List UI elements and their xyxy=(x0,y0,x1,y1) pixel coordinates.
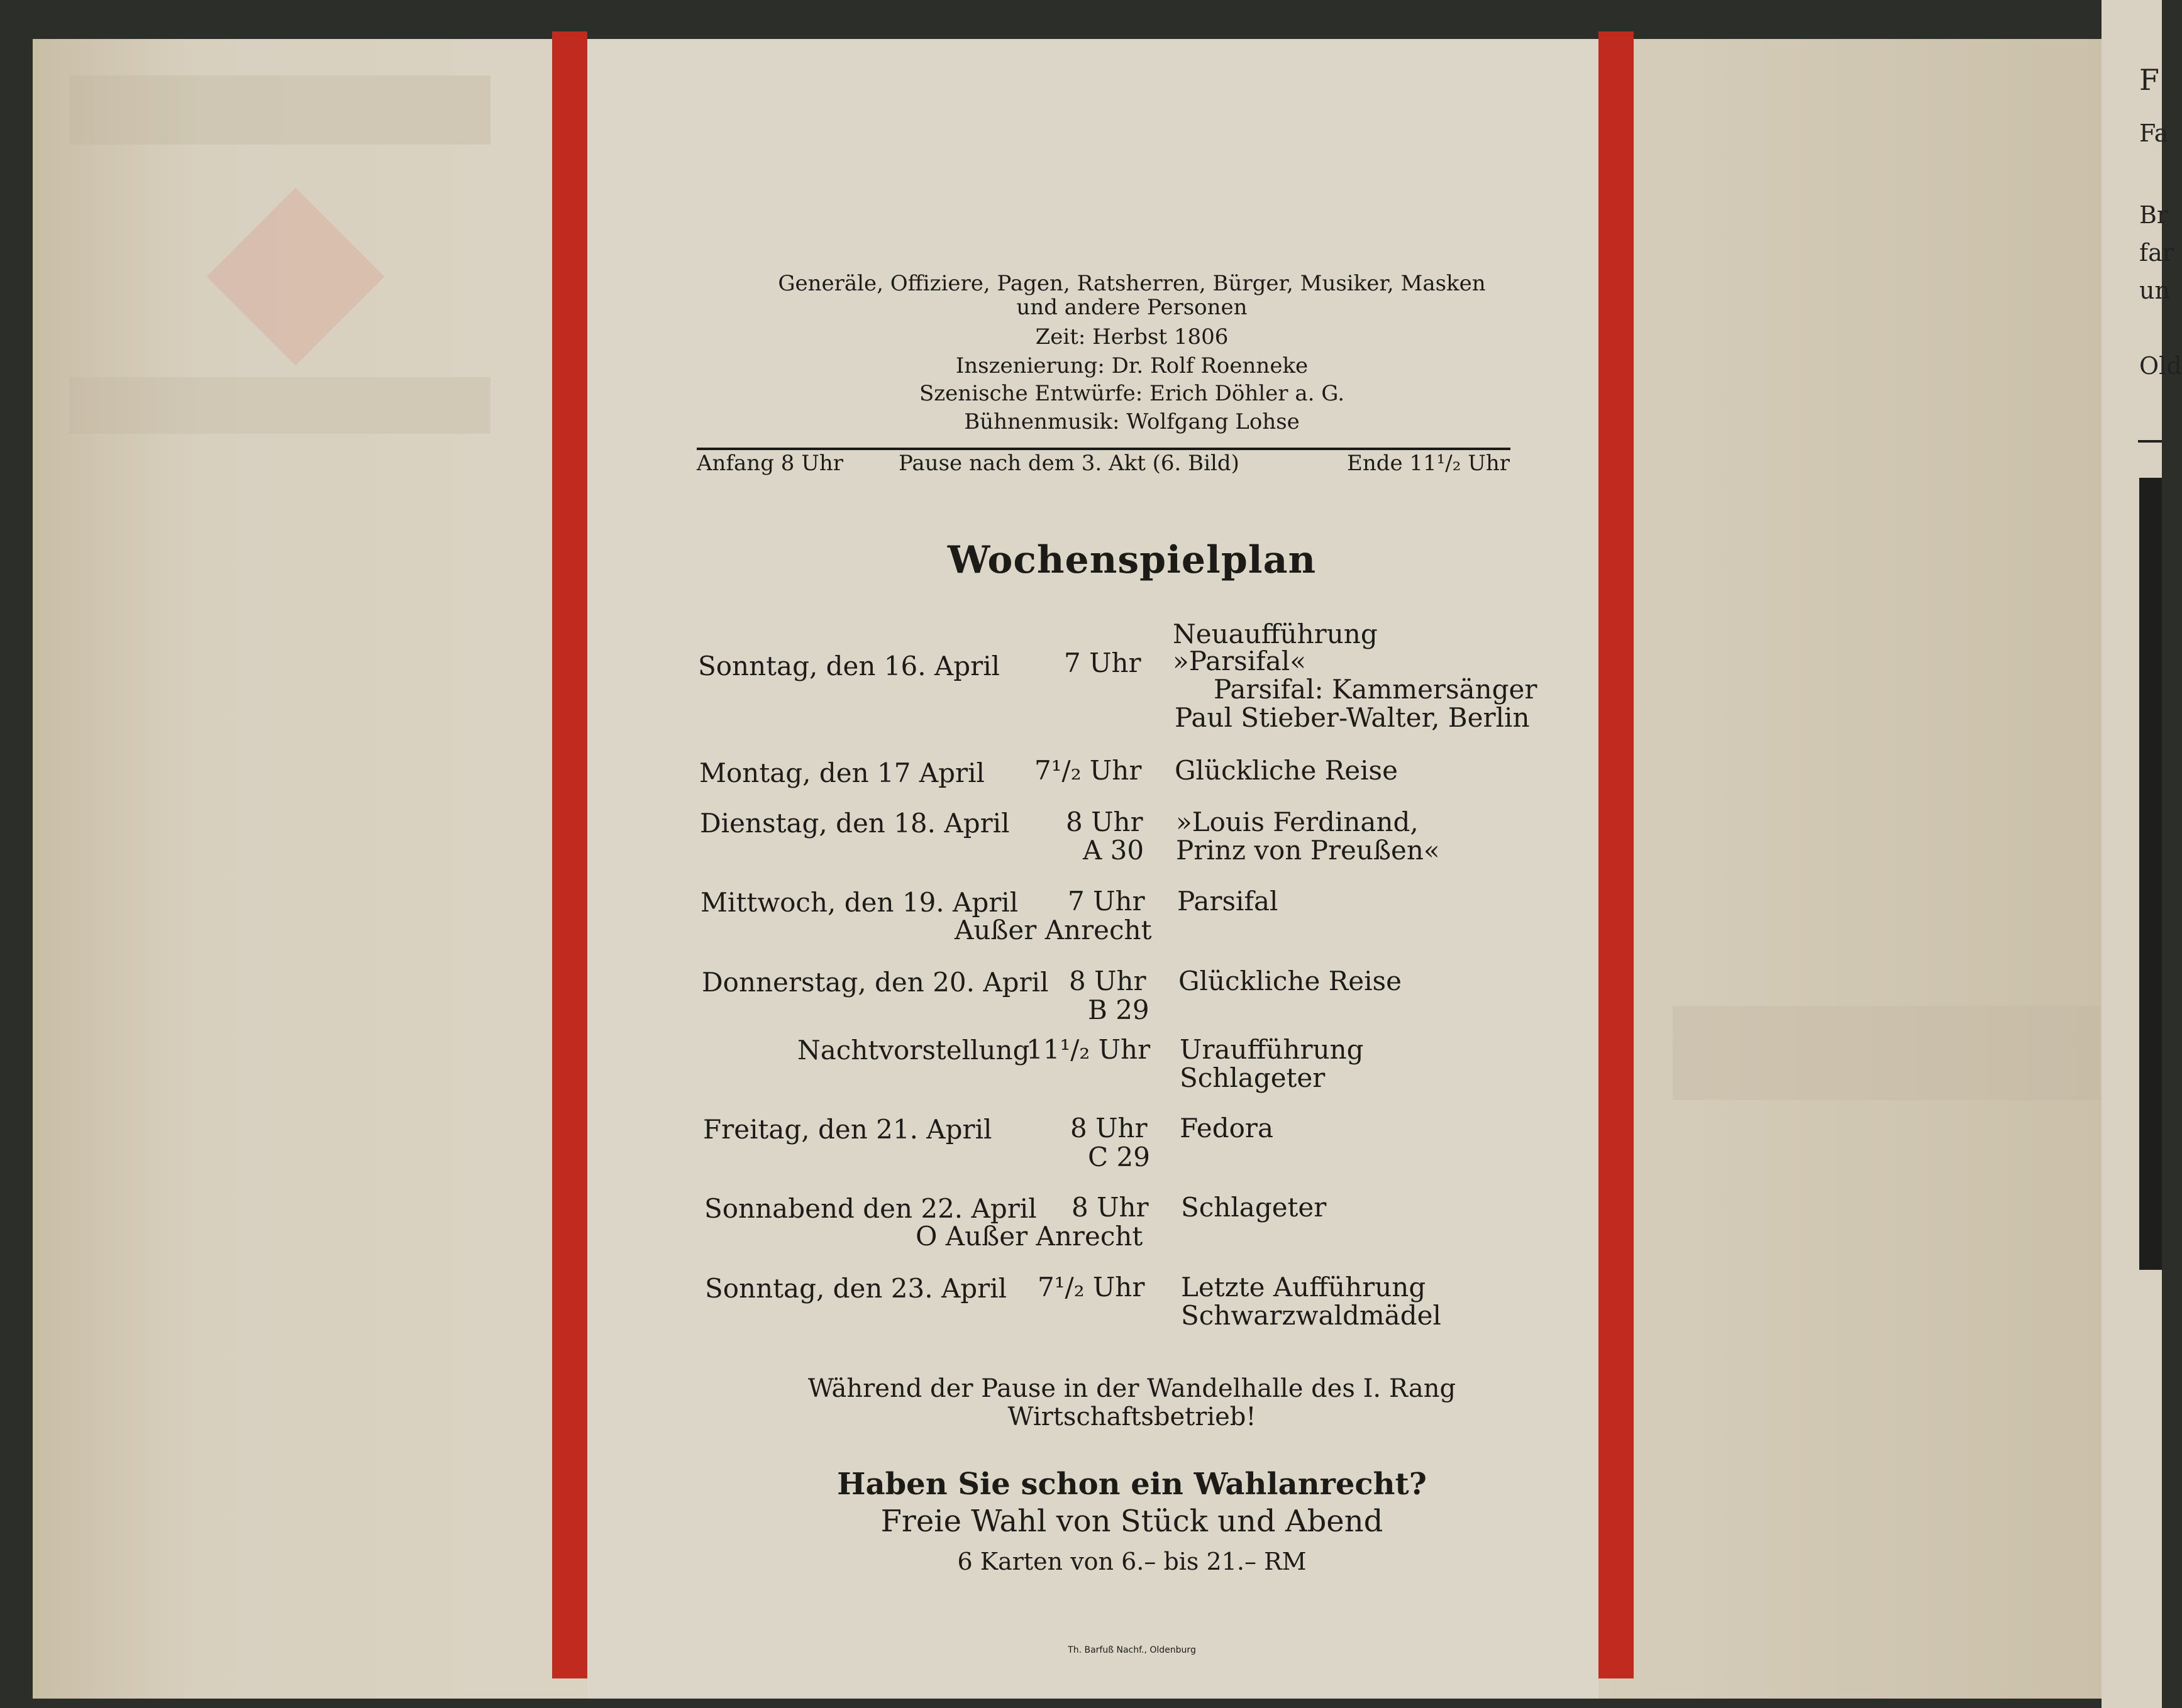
schedule-row-play: Parsifal xyxy=(1177,886,1278,917)
pause-notice-line-1: Während der Pause in der Wandelhalle des I. Rang xyxy=(807,1374,1456,1403)
schedule-row-time: 7 Uhr xyxy=(1064,647,1141,678)
schedule-row-day: Dienstag, den 18. April xyxy=(700,808,1010,839)
pause-notice-line-2: Wirtschaftsbetrieb! xyxy=(1007,1402,1256,1431)
schedule-row-play: Uraufführung xyxy=(1180,1034,1364,1065)
end-time: Ende 11¹/₂ Uhr xyxy=(1347,451,1510,476)
red-band-right xyxy=(1598,31,1634,1678)
schedule-row-play: Fedora xyxy=(1180,1113,1273,1143)
start-time: Anfang 8 Uhr xyxy=(697,451,844,476)
schedule-row-play: Schlageter xyxy=(1181,1192,1327,1223)
schedule-row-time: 7 Uhr xyxy=(1068,886,1145,917)
next-page-dark-block xyxy=(2139,478,2162,1270)
edge-text-3: Br xyxy=(2139,201,2169,229)
printer-imprint: Th. Barfuß Nachf., Oldenburg xyxy=(1068,1645,1196,1655)
time-setting: Zeit: Herbst 1806 xyxy=(1035,324,1229,350)
schedule-row-day: Sonntag, den 16. April xyxy=(698,651,1000,681)
design-credit: Szenische Entwürfe: Erich Döhler a. G. xyxy=(919,381,1345,406)
schedule-row-play: Schwarzwaldmädel xyxy=(1181,1300,1441,1331)
pause-info: Pause nach dem 3. Akt (6. Bild) xyxy=(899,451,1239,476)
next-page-rule xyxy=(2138,440,2162,443)
edge-text-1: F xyxy=(2139,63,2159,97)
edge-text-2: Fa xyxy=(2139,119,2169,147)
schedule-row-extra: Außer Anrecht xyxy=(955,915,1152,945)
schedule-row-play: »Louis Ferdinand, xyxy=(1176,807,1419,837)
schedule-row-time: 7¹/₂ Uhr xyxy=(1034,755,1142,786)
schedule-row-play: Parsifal: Kammersänger xyxy=(1214,674,1537,705)
schedule-row-play: »Parsifal« xyxy=(1173,646,1306,676)
schedule-row-extra: A 30 xyxy=(1083,835,1144,866)
schedule-row-time: 8 Uhr xyxy=(1066,807,1143,837)
red-band-left xyxy=(552,31,587,1678)
divider-rule xyxy=(697,448,1510,450)
schedule-row-day: Nachtvorstellung xyxy=(797,1035,1030,1066)
schedule-row-time: 11¹/₂ Uhr xyxy=(1026,1034,1151,1065)
schedule-row-play: Paul Stieber-Walter, Berlin xyxy=(1175,702,1530,733)
schedule-row-play: Letzte Aufführung xyxy=(1181,1272,1426,1303)
schedule-row-extra: O Außer Anrecht xyxy=(916,1221,1143,1252)
schedule-row-play: Neuaufführung xyxy=(1173,619,1378,649)
schedule-row-play: Glückliche Reise xyxy=(1175,755,1398,786)
schedule-row-day: Donnerstag, den 20. April xyxy=(702,967,1049,998)
schedule-row-time: 7¹/₂ Uhr xyxy=(1038,1272,1145,1303)
schedule-row-time: 8 Uhr xyxy=(1070,1113,1148,1143)
cast-line-2: und andere Personen xyxy=(1016,295,1248,320)
schedule-row-day: Montag, den 17 April xyxy=(699,758,985,788)
cast-line-1: Generäle, Offiziere, Pagen, Ratsherren, Bürger, Musiker, Masken xyxy=(778,271,1486,296)
music-credit: Bühnenmusik: Wolfgang Lohse xyxy=(964,409,1300,434)
edge-text-5: un xyxy=(2139,277,2170,304)
schedule-row-extra: C 29 xyxy=(1088,1142,1150,1172)
bleed-through-logo-right xyxy=(1673,1006,2100,1100)
schedule-row-day: Sonntag, den 23. April xyxy=(705,1273,1007,1304)
bleed-through-heading xyxy=(69,377,490,434)
schedule-row-day: Freitag, den 21. April xyxy=(703,1114,992,1145)
schedule-row-day: Mittwoch, den 19. April xyxy=(701,887,1019,918)
schedule-row-extra: B 29 xyxy=(1088,994,1149,1025)
bleed-through-logo xyxy=(69,75,490,145)
promo-headline: Haben Sie schon ein Wahlanrecht? xyxy=(837,1467,1427,1502)
promo-subline: Freie Wahl von Stück und Abend xyxy=(880,1504,1383,1539)
schedule-row-time: 8 Uhr xyxy=(1069,966,1146,996)
schedule-row-play: Schlageter xyxy=(1180,1062,1326,1093)
schedule-row-play: Prinz von Preußen« xyxy=(1176,835,1440,866)
edge-text-6: Old xyxy=(2139,352,2182,380)
schedule-title: Wochenspielplan xyxy=(947,538,1317,582)
edge-text-4: far xyxy=(2139,239,2174,267)
schedule-row-play: Glückliche Reise xyxy=(1178,966,1402,996)
staging-credit: Inszenierung: Dr. Rolf Roenneke xyxy=(955,353,1309,378)
schedule-row-time: 8 Uhr xyxy=(1072,1192,1149,1223)
schedule-row-day: Sonnabend den 22. April xyxy=(704,1193,1037,1224)
promo-price: 6 Karten von 6.– bis 21.– RM xyxy=(957,1548,1307,1575)
